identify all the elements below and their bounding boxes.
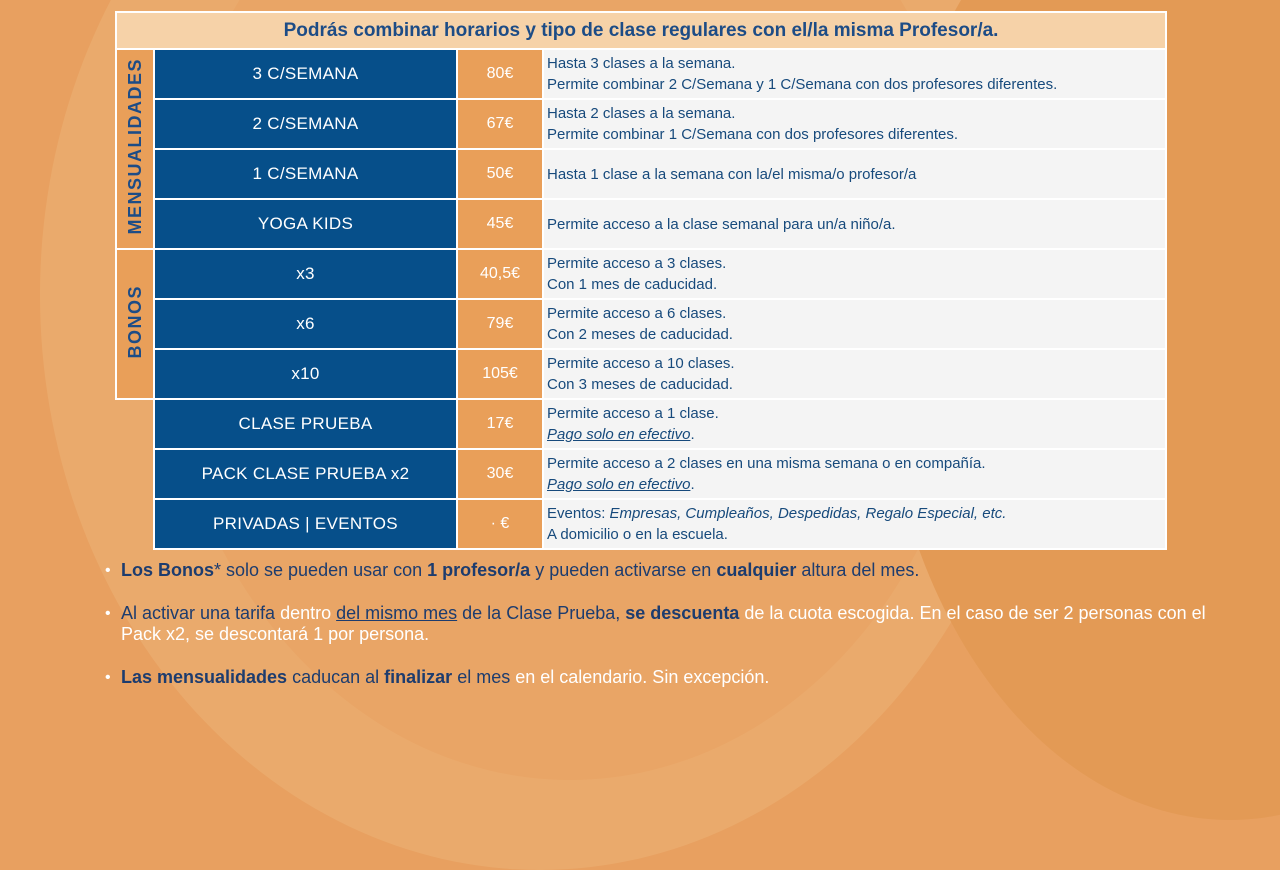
- plan-name: 3 C/SEMANA: [154, 49, 457, 99]
- note-underlined: del mismo mes: [336, 603, 458, 623]
- group-empty: [116, 399, 154, 449]
- plan-name: x10: [154, 349, 457, 399]
- note-text: de la cuota escogida. En el caso de ser 2 personas con el Pack x2, se descontará 1 por persona.: [121, 603, 1206, 644]
- note-text: el mes: [452, 667, 516, 687]
- plan-price: 30€: [457, 449, 543, 499]
- table-row: [116, 99, 1166, 149]
- description-line: [547, 503, 1165, 524]
- note-item: [105, 560, 1215, 581]
- note-bold: se descuenta: [625, 603, 740, 623]
- plan-description: [543, 149, 1166, 199]
- note-text: Al activar una tarifa: [121, 603, 281, 623]
- group-mensualidades: [116, 49, 154, 249]
- description-line: [547, 424, 1165, 445]
- plan-name: x6: [154, 299, 457, 349]
- plan-name: 2 C/SEMANA: [154, 99, 457, 149]
- plan-description: [543, 299, 1166, 349]
- note-text: dentro: [280, 603, 337, 623]
- description-line: Con 3 meses de caducidad.: [547, 376, 733, 393]
- plan-price: 45€: [457, 199, 543, 249]
- note-text: en el calendario. Sin excepción.: [515, 667, 770, 687]
- group-empty: [116, 449, 154, 499]
- plan-price: 79€: [457, 299, 543, 349]
- description-line: Permite combinar 1 C/Semana con dos profesores diferentes.: [547, 126, 959, 143]
- group-label: BONOS: [124, 284, 145, 359]
- plan-description: [543, 499, 1166, 549]
- events-prefix: Eventos:: [547, 505, 610, 522]
- plan-description: [543, 349, 1166, 399]
- note-item: [105, 667, 1215, 688]
- table-row: [116, 199, 1166, 249]
- description-line: Hasta 1 clase a la semana con la/el misma/o profesor/a: [547, 165, 917, 183]
- note-bold: Las mensualidades: [121, 667, 288, 687]
- plan-name: x3: [154, 249, 457, 299]
- description-line: Permite acceso a 6 clases.: [547, 305, 727, 322]
- plan-description: [543, 49, 1166, 99]
- period: .: [690, 426, 695, 443]
- plan-name: PRIVADAS | EVENTOS: [154, 499, 457, 549]
- table-row: [116, 349, 1166, 399]
- description-line: A domicilio o en la escuela.: [547, 526, 728, 543]
- description-line: Permite acceso a 10 clases.: [547, 355, 735, 372]
- group-empty: [116, 499, 154, 549]
- description-line: Con 1 mes de caducidad.: [547, 276, 718, 293]
- plan-price: 80€: [457, 49, 543, 99]
- bullet-icon: •: [105, 669, 111, 686]
- events-list: Empresas, Cumpleaños, Despedidas, Regalo Especial, etc.: [609, 505, 1007, 522]
- plan-name: PACK CLASE PRUEBA x2: [154, 449, 457, 499]
- description-line: [547, 474, 1165, 495]
- table-row: [116, 299, 1166, 349]
- period: .: [690, 476, 695, 493]
- bullet-icon: •: [105, 562, 111, 579]
- plan-name: CLASE PRUEBA: [154, 399, 457, 449]
- table-row: [116, 499, 1166, 549]
- plan-price: 105€: [457, 349, 543, 399]
- plan-price: 67€: [457, 99, 543, 149]
- note-bold: Los Bonos: [121, 560, 214, 580]
- description-line: Hasta 2 clases a la semana.: [547, 105, 736, 122]
- description-line: Permite combinar 2 C/Semana y 1 C/Semana con dos profesores diferentes.: [547, 76, 1058, 93]
- description-line: Hasta 3 clases a la semana.: [547, 55, 736, 72]
- plan-description: [543, 199, 1166, 249]
- group-bonos: [116, 249, 154, 399]
- plan-price: 17€: [457, 399, 543, 449]
- note-text: y pueden activarse en: [530, 560, 717, 580]
- group-label: MENSUALIDADES: [124, 58, 145, 235]
- plan-price: 50€: [457, 149, 543, 199]
- plan-description: [543, 449, 1166, 499]
- table-row: [116, 149, 1166, 199]
- description-line: Permite acceso a 2 clases en una misma semana o en compañía.: [547, 455, 986, 472]
- plan-description: [543, 399, 1166, 449]
- note-bold: 1 profesor/a: [427, 560, 531, 580]
- table-row: [116, 449, 1166, 499]
- plan-description: [543, 99, 1166, 149]
- note-text: de la Clase Prueba,: [457, 603, 626, 623]
- payment-note: Pago solo en efectivo: [547, 476, 691, 493]
- plan-name: YOGA KIDS: [154, 199, 457, 249]
- table-row: [116, 249, 1166, 299]
- plan-price: 40,5€: [457, 249, 543, 299]
- note-text: * solo se pueden usar: [214, 560, 394, 580]
- plan-description: [543, 249, 1166, 299]
- table-header: Podrás combinar horarios y tipo de clase regulares con el/la misma Profesor/a.: [116, 12, 1166, 49]
- note-bold: cualquier: [716, 560, 797, 580]
- note-item: [105, 603, 1215, 645]
- table-row: [116, 49, 1166, 99]
- note-text: caducan al: [287, 667, 385, 687]
- notes-list: [105, 560, 1215, 710]
- note-text: altura del mes.: [796, 560, 920, 580]
- plan-price: · €: [457, 499, 543, 549]
- bullet-icon: •: [105, 605, 111, 622]
- description-line: Con 2 meses de caducidad.: [547, 326, 733, 343]
- description-line: Permite acceso a la clase semanal para un/a niño/a.: [547, 215, 896, 233]
- note-bold: finalizar: [384, 667, 453, 687]
- plan-name: 1 C/SEMANA: [154, 149, 457, 199]
- description-line: Permite acceso a 1 clase.: [547, 405, 719, 422]
- payment-note: Pago solo en efectivo: [547, 426, 691, 443]
- description-line: Permite acceso a 3 clases.: [547, 255, 727, 272]
- note-text: con: [393, 560, 428, 580]
- pricing-table: [115, 11, 1167, 550]
- table-row: [116, 399, 1166, 449]
